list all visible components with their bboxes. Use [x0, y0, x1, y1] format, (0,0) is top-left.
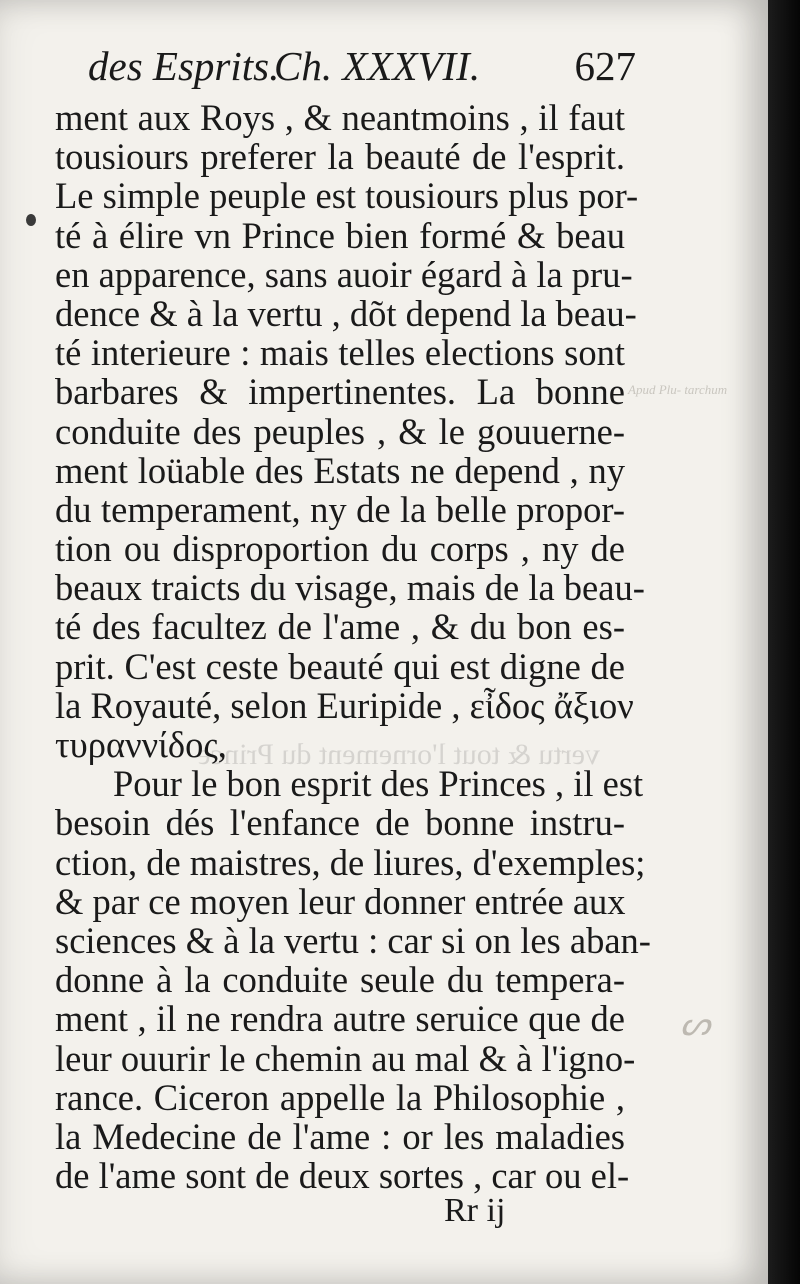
text-line: donne à la conduite seule du tempera- — [55, 959, 625, 1001]
binding-gutter — [768, 0, 800, 1284]
page-number: 627 — [574, 43, 636, 89]
text-line: ment loüable des Estats ne depend , ny — [55, 449, 625, 491]
text-line: prit. C'est ceste beauté qui est digne de — [55, 645, 625, 687]
text-line: tousiours preferer la beauté de l'esprit. — [55, 136, 625, 178]
text-line: Le simple peuple est tousiours plus por- — [55, 175, 639, 217]
text-line: sciences & à la vertu : car si on les aban- — [55, 919, 651, 961]
chapter-number: Ch. XXXVII. — [274, 43, 481, 89]
text-line: rance. Ciceron appelle la Philosophie , — [55, 1076, 625, 1118]
text-line: té des facultez de l'ame , & du bon es- — [55, 606, 625, 648]
text-line: ment , il ne rendra autre seruice que de — [55, 998, 625, 1040]
running-header — [88, 42, 636, 102]
text-line: ction, de maistres, de liures, d'exemples; — [55, 841, 646, 883]
text-line: en apparence, sans auoir égard à la pru- — [55, 253, 633, 295]
text-line: dence & à la vertu , dõt depend la beau- — [55, 292, 637, 334]
text-line: & par ce moyen leur donner entrée aux — [55, 880, 626, 922]
text-line: barbares & impertinentes. La bonne — [55, 371, 625, 413]
ink-blot — [26, 214, 36, 226]
text-line: ment aux Roys , & neantmoins , il faut — [55, 97, 625, 138]
signature-mark: Rr ij — [444, 1192, 506, 1229]
text-line: beaux traicts du visage, mais de la beau- — [55, 567, 645, 609]
text-line: du temperament, ny de la belle propor- — [55, 488, 625, 530]
text-line: tion ou disproportion du corps , ny de — [55, 528, 625, 570]
text-line: té interieure : mais telles elections sont — [55, 332, 625, 374]
text-line: leur ouurir le chemin au mal & à l'igno- — [55, 1037, 636, 1079]
text-line: besoin dés l'enfance de bonne instru- — [55, 802, 625, 844]
text-line: la Medecine de l'ame : or les maladies — [55, 1115, 625, 1157]
text-line: la Royauté, selon Euripide , εἶδος ἄξιον — [55, 684, 634, 726]
show-through-text: vertu & tout l'ornement du Prince — [197, 738, 600, 771]
text-line: conduite des peuples , & le gouuerne- — [55, 410, 625, 452]
text-line: té à élire vn Prince bien formé & beau — [55, 214, 625, 256]
text-line: de l'ame sont de deux sortes , car ou el- — [55, 1155, 630, 1197]
margin-note: Apud Plu- tarchum — [628, 382, 728, 397]
ink-mark-icon: ᔕ — [680, 1006, 711, 1043]
text-body — [55, 97, 651, 1197]
text-line: τυραννίδος, — [55, 724, 227, 765]
text-line: Pour le bon esprit des Princes , il est — [113, 763, 644, 805]
running-title: des Esprits. — [88, 43, 280, 89]
